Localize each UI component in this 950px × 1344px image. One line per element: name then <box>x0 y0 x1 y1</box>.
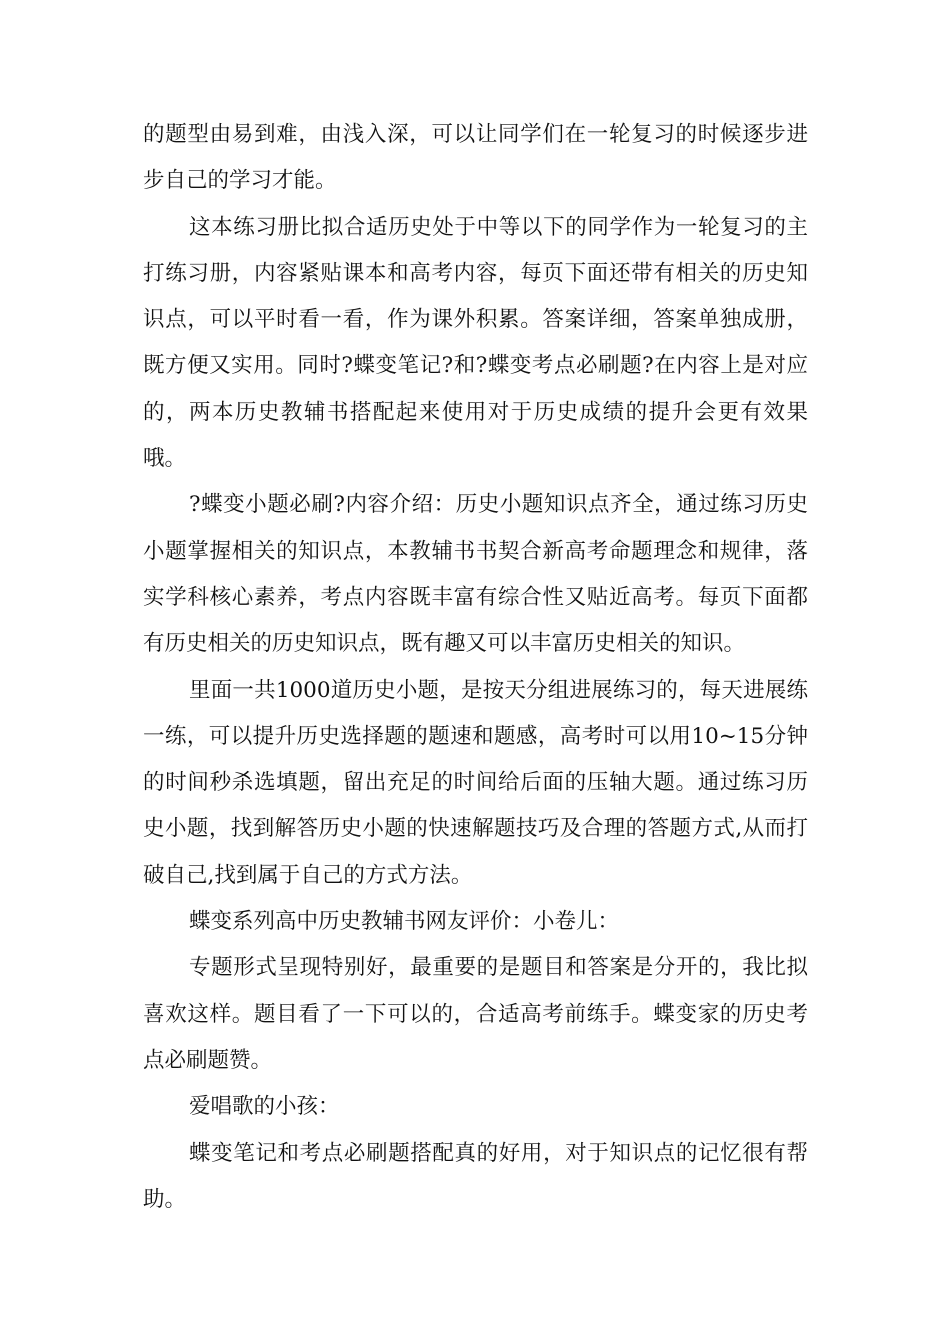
paragraph-review-two: 蝶变笔记和考点必刷题搭配真的好用，对于知识点的记忆很有帮助。 <box>143 1140 808 1212</box>
paragraph-workbook-description: 这本练习册比拟合适历史处于中等以下的同学作为一轮复习的主打练习册，内容紧贴课本和高考内容，每页下面还带有相关的历史知识点，可以平时看一看，作为课外积累。答案详细，答案单独成册，既方便又实用。同时?蝶变笔记?和?蝶变考点必刷题?在内容上是对应的，两本历史教辅书搭配起来使用对于历史成绩的提升会更有效果哦。 <box>143 214 808 472</box>
paragraph-continuation: 的题型由易到难，由浅入深，可以让同学们在一轮复习的时候逐步进步自己的学习才能。 <box>143 122 808 194</box>
paragraph-reviewer-name: 爱唱歌的小孩： <box>189 1094 340 1120</box>
paragraph-product-introduction: ?蝶变小题必刷?内容介绍：历史小题知识点齐全，通过练习历史小题掌握相关的知识点，本教辅书书契合新高考命题理念和规律，落实学科核心素养，考点内容既丰富有综合性又贴近高考。每页下面都有历史相关的历史知识点，既有趣又可以丰富历史相关的知识。 <box>143 492 808 657</box>
paragraph-review-heading: 蝶变系列高中历史教辅书网友评价：小卷儿： <box>189 909 620 935</box>
paragraph-practice-method: 里面一共1000道历史小题，是按天分组进展练习的，每天进展练一练，可以提升历史选择题的题速和题感，高考时可以用10~15分钟的时间秒杀选填题，留出充足的时间给后面的压轴大题。通过练习历史小题，找到解答历史小题的快速解题技巧及合理的答题方式,从而打破自己,找到属于自己的方式方法。 <box>143 677 808 888</box>
document-body <box>143 112 808 1223</box>
paragraph-review-one: 专题形式呈现特别好，最重要的是题目和答案是分开的，我比拟喜欢这样。题目看了一下可以的，合适高考前练手。蝶变家的历史考点必刷题赞。 <box>143 955 808 1073</box>
